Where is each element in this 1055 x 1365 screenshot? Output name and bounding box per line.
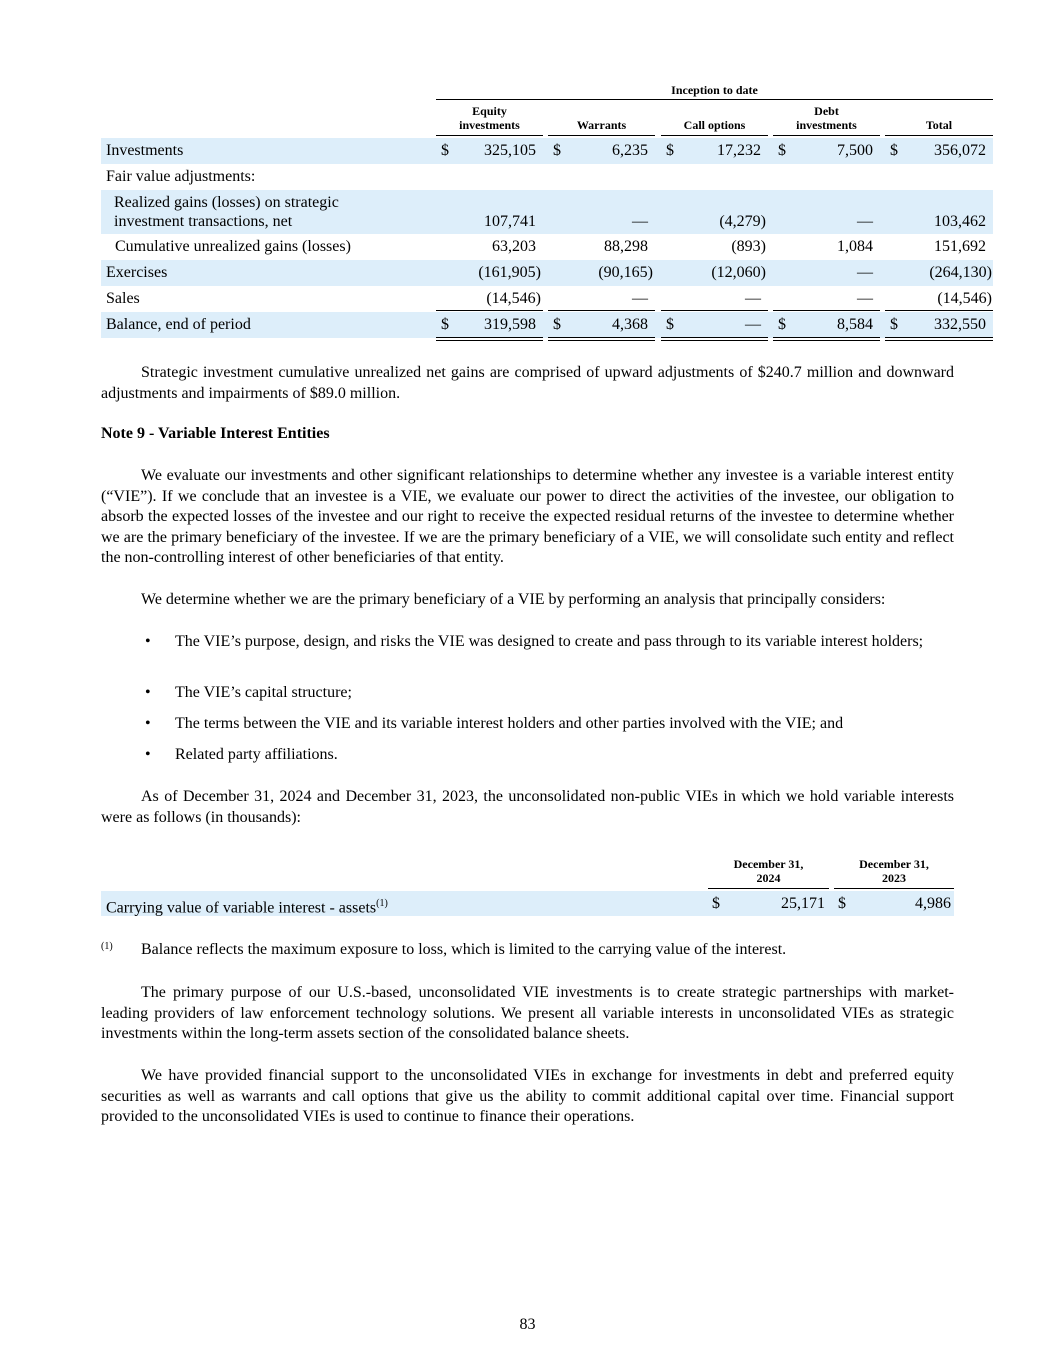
table-row: Cumulative unrealized gains (losses) 63,203 88,298 (893) 1,084 151,692 <box>115 238 986 255</box>
col-header-total: Total <box>925 118 953 132</box>
col-header-call-options: Call options <box>683 118 746 132</box>
footnote-text: Balance reflects the maximum exposure to loss, which is limited to the carrying value of the interest. <box>141 941 787 958</box>
col-rule <box>436 135 543 136</box>
col-rule <box>885 135 993 136</box>
subtotal-rule <box>773 310 880 311</box>
paragraph-primary-purpose: The primary purpose of our U.S.-based, unconsolidated VIE investments is to create strategic partnerships with market-leading providers of law enforcement technology solutions. We present all variable interests in unconsolidated VIEs as strategic investments within the long-term assets section of the consolidated balance sheets. <box>101 984 954 1043</box>
table-row: Carrying value of variable interest - assets$^{(1)}$ $ 25,171 $ 4,986 <box>106 895 951 917</box>
paragraph-financial-support: We have provided financial support to the unconsolidated VIEs in exchange for investments in debt and preferred equity securities as well as warrants and call options that give us the ability to commit additional capital over time. Financial support provided to the unconsolidated VIEs is used to continue to finance their operations. <box>101 1067 954 1126</box>
col-header-warrants: Warrants <box>576 118 627 132</box>
total-double-rule <box>548 337 655 341</box>
subtotal-rule <box>885 310 993 311</box>
total-double-rule <box>885 337 993 341</box>
col-rule <box>548 135 655 136</box>
col-header-equity: Equity investments <box>459 104 520 132</box>
paragraph-vie-as-of: As of December 31, 2024 and December 31, 2023, the unconsolidated non-public VIEs in which we hold variable interests were as follows (in thousands): <box>101 788 954 826</box>
footnote-marker: (1) <box>101 941 113 952</box>
note-heading: Note 9 - Variable Interest Entities <box>101 425 330 442</box>
col-rule <box>708 888 829 889</box>
col-header-debt: Debt investments <box>796 104 857 132</box>
table-group-header: Inception to date <box>671 83 758 97</box>
table-row: Fair value adjustments: <box>106 168 256 185</box>
subtotal-rule <box>436 310 543 311</box>
col-header-2023: December 31, 2023 <box>859 857 929 885</box>
paragraph-unrealized-gains: Strategic investment cumulative unrealized net gains are comprised of upward adjustments of $240.7 million and downward adjustments and impairments of $89.0 million. <box>101 364 954 402</box>
table-row: Sales (14,546) — — — (14,546) <box>106 290 992 307</box>
col-rule <box>773 135 880 136</box>
group-header-rule <box>436 99 993 100</box>
total-double-rule <box>436 337 543 341</box>
col-rule <box>661 135 768 136</box>
paragraph-primary-beneficiary: We determine whether we are the primary beneficiary of a VIE by performing an analysis that principally considers: <box>141 591 886 608</box>
page-number: 83 <box>519 1316 536 1333</box>
table-row: Exercises (161,905) (90,165) (12,060) — (264,130) <box>106 264 992 281</box>
subtotal-rule <box>548 310 655 311</box>
col-rule <box>834 888 954 889</box>
paragraph-vie-evaluation: We evaluate our investments and other significant relationships to determine whether any investee is a variable interest entity (“VIE”). If we conclude that an investee is a VIE, we evaluate our power to direct the activities of the investee, our obligation to absorb the expected losses of the investee and our right to receive the expected residual returns of the investee to determine whether we are the primary beneficiary of the investee. If we are the primary beneficiary of a VIE, we will consolidate such entity and reflect the non-controlling interest of other beneficiaries of that entity. <box>101 467 954 567</box>
table-row: Investments $ 325,105 $ 6,235 $ 17,232 $ 7,500 $ 356,072 <box>106 142 986 159</box>
total-double-rule <box>773 337 880 341</box>
col-header-2024: December 31, 2024 <box>733 857 804 885</box>
table-row: Balance, end of period $ 319,598 $ 4,368 $ — $ 8,584 $ 332,550 <box>106 316 986 333</box>
total-double-rule <box>661 337 768 341</box>
table-row: Realized gains (losses) on strategic investment transactions, net 107,741 — (4,279) — 103,462 <box>114 194 986 230</box>
subtotal-rule <box>661 310 768 311</box>
